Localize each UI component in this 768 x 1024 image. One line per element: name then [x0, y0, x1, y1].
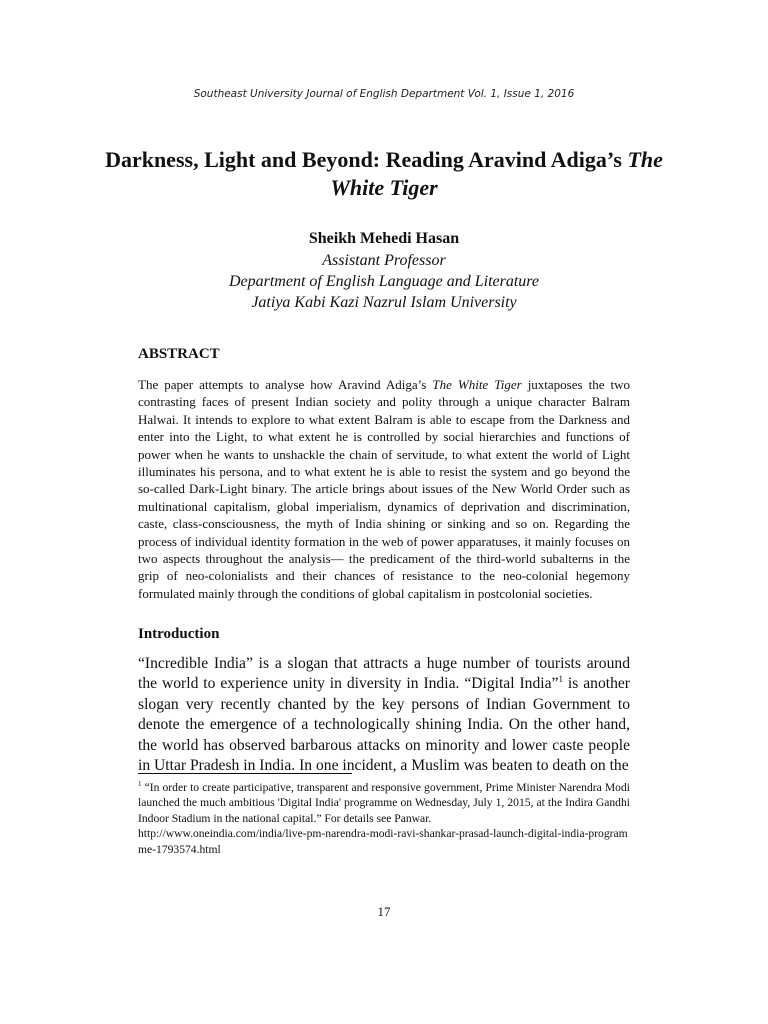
author-department: Department of English Language and Literature: [228, 273, 540, 290]
footnote-reference[interactable]: 1: [558, 674, 563, 685]
footnote-text: “In order to create participative, transparent and responsive government, Prime Minister Narendra Modi launched the much ambitious 'Digital India' programme on Wednesday, July 1, 2015, at the Indira Gandhi Indoor Stadium in the national capital.” For details see Panwar.: [138, 781, 630, 825]
abstract-heading: ABSTRACT: [138, 346, 220, 362]
introduction-heading: Introduction: [138, 626, 220, 642]
abstract-text-after: juxtaposes the two contrasting faces of present Indian society and polity through a unique character Balram Halwai. It intends to explore to what extent Balram is able to escape from the Darkness and enter into the Light, to what extent he is controlled by social hierarchies and functions of power when he wants to unshackle the chain of servitude, to what extent the world of Light illuminates his persona, and to what extent he is able to resist the system and go beyond the so-called Dark-Light binary. The article brings about issues of the New World Order such as multinational capitalism, global imperialism, dynamics of deprivation and discrimination, caste, class-consciousness, the myth of India shining or sinking and so on. Regarding the process of individual identity formation in the web of power apparatuses, it mainly focuses on two aspects throughout the analysis— the predicament of the third-world subalterns in the grip of neo-colonialists and their chances of resistance to the neo-colonial hegemony formulated mainly through the conditions of global capitalism in postcolonial societies.: [138, 377, 630, 601]
footnote-url[interactable]: http://www.oneindia.com/india/live-pm-narendra-modi-ravi-shankar-prasad-launch-digital-india-programme-1793574.html: [138, 827, 628, 856]
introduction-text: [138, 654, 630, 776]
title-main: Darkness, Light and Beyond: Reading Aravind Adiga’s: [105, 147, 628, 172]
footnote-divider: [138, 773, 352, 774]
author-name: Sheikh Mehedi Hasan: [308, 230, 460, 247]
author-university: Jatiya Kabi Kazi Nazrul Islam University: [251, 294, 517, 311]
abstract-text-before: The paper attempts to analyse how Aravind Adiga’s: [138, 377, 433, 392]
paper-title: [100, 146, 668, 202]
footnote: [138, 780, 630, 857]
intro-text-after: is another slogan very recently chanted by the key persons of Indian Government to denote the emergence of a technologically shining India. On the other hand, the world has observed barbarous attacks on minority and lower caste people in Uttar Pradesh in India. In one incident, a Muslim was beaten to death on the: [138, 675, 630, 775]
page-number: 17: [377, 904, 391, 919]
author-block: [120, 228, 648, 313]
title-italic: The White Tiger: [330, 147, 663, 200]
abstract-text: [138, 376, 630, 602]
footnote-mark: 1: [138, 780, 142, 789]
journal-header: Southeast University Journal of English Department Vol. 1, Issue 1, 2016: [193, 88, 575, 100]
author-position: Assistant Professor: [322, 252, 446, 269]
abstract-italic: The White Tiger: [432, 377, 522, 392]
intro-text-before: “Incredible India” is a slogan that attracts a huge number of tourists around the world to experience unity in diversity in India. “Digital India”: [138, 655, 630, 693]
